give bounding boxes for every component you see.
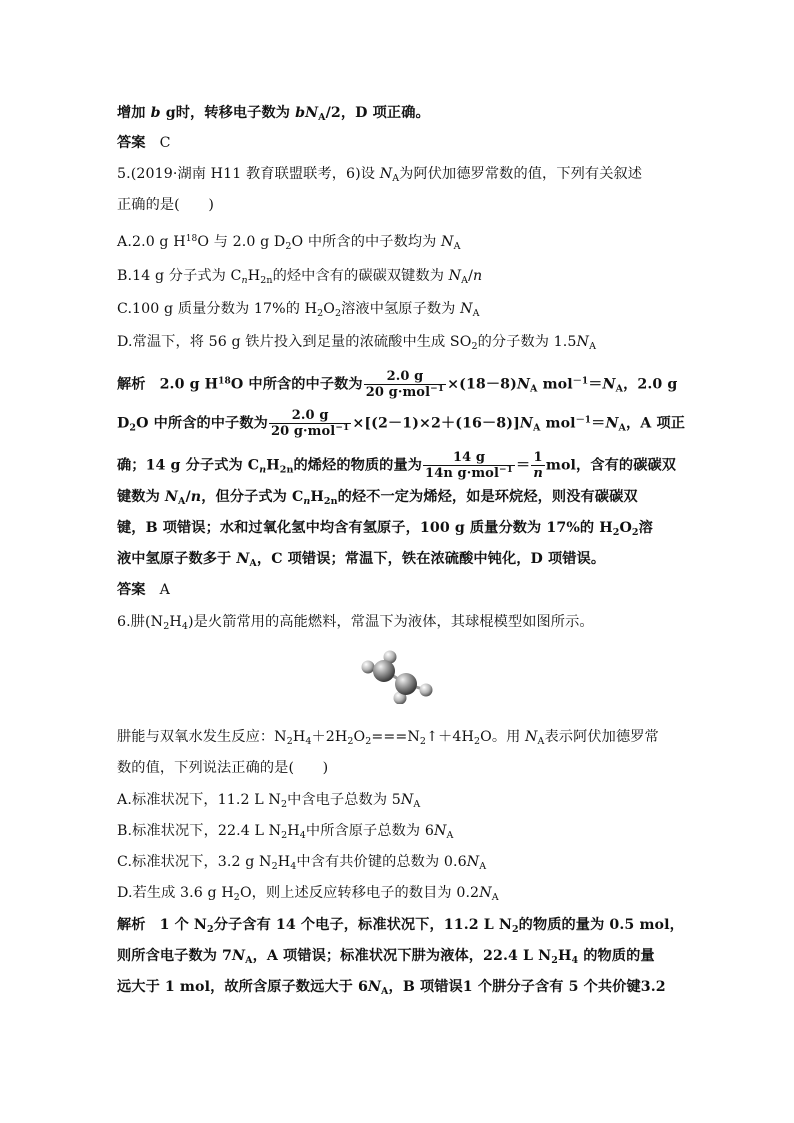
solution-5-line-4: 键数为 $N_A/n$，但分子式为 $C_nH_{2n}$的烃不一定为烯烃，如是环烷烃，则没有碳碳双 [117, 489, 638, 507]
fraction: $\frac{1}{n}$ [533, 450, 543, 481]
option-5b: B.14 g 分子式为 $C_nH_{2n}$的烃中含有的碳碳双键数为 $N_A/n$ [117, 268, 483, 286]
question-5-stem: 5.(2019·湖南 H11 教育联盟联考，6)设 $N_A$为阿伏加德罗常数的值，下列有关叙述 [117, 166, 643, 184]
hydrazine-ball-and-stick-model [358, 648, 438, 704]
fraction: $\frac{2.0 g}{20 g\cdot mol^{-1}}$ [365, 369, 445, 400]
solution-6-line-3: 远大于 1 mol，故所含原子数远大于 $6N_A$，B 项错误1 个肼分子含有 5 个共价键3.2 [117, 979, 666, 997]
solution-5-line-5: 键，B 项错误；水和过氧化氢中均含有氢原子，100 g 质量分数为 17%的 $H_2O_2$溶 [117, 520, 653, 538]
solution-5-line-3: 确；14 g 分子式为 $C_nH_{2n}$的烯烃的物质的量为 $\frac{14 g}{14n g\cdot mol^{-1}}$ ＝ $\frac{1}{n}$ mol，含有的碳碳双 [117, 450, 677, 481]
question-6-stem: 6.肼$(N_2H_4)$是火箭常用的高能燃料，常温下为液体，其球棍模型如图所示。 [117, 614, 594, 632]
question-6-stem-cont: 数的值，下列说法正确的是( ) [117, 760, 329, 776]
solution-5-line-2: $D_2O$ 中所含的中子数为 $\frac{2.0 g}{20 g\cdot mol^{-1}}$ $\times[(2-1)\times 2+(16-8)]N_A$ $mol^{-1}=N_A$，A 项正 [117, 408, 686, 439]
answer-line: 答案 C [117, 135, 171, 151]
solution-5-line-6: 液中氢原子数多于 $N_A$，C 项错误；常温下，铁在浓硫酸中钝化，D 项错误。 [117, 551, 606, 569]
answer-line: 答案 A [117, 582, 170, 598]
nitrogen-atom [395, 673, 417, 695]
fraction: $\frac{14 g}{14n g\cdot mol^{-1}}$ [425, 450, 514, 481]
nitrogen-atom [373, 660, 395, 682]
option-5a: A.2.0 g $H^{18}O$ 与 2.0 g $D_2O$ 中所含的中子数均为 $N_A$ [117, 234, 461, 252]
text-line: 增加 b g时，转移电子数为 $bN_A/2$，D 项正确。 [117, 105, 430, 123]
solution-6-line-1: 解析 1 个 $N_2$分子含有 14 个电子，标准状况下，11.2 L $N_2$的物质的量为 0.5 mol， [117, 917, 684, 935]
question-6-reaction: 肼能与双氧水发生反应：$N_2H_4+2H_2O_2===N_2↑+4H_2O$。用 $N_A$表示阿伏加德罗常 [117, 729, 659, 747]
hydrogen-atom [420, 684, 433, 697]
solution-5-line-1: 解析 2.0 g $H^{18}O$ 中所含的中子数为 $\frac{2.0 g}{20 g\cdot mol^{-1}}$ $\times(18-8)N_A$ $mol^{-1}=N_A$，2.0 g [117, 369, 678, 400]
option-6d: D.若生成 3.6 g $H_2O$，则上述反应转移电子的数目为 $0.2N_A$ [117, 885, 499, 903]
option-5d: D.常温下，将 56 g 铁片投入到足量的浓硫酸中生成 $SO_2$的分子数为 $1.5N_A$ [117, 334, 597, 352]
hydrogen-atom [362, 661, 375, 674]
option-6b: B.标准状况下，22.4 L $N_2H_4$中所含原子总数为 $6N_A$ [117, 823, 454, 841]
question-5-stem-cont: 正确的是( ) [117, 197, 214, 213]
option-6a: A.标准状况下，11.2 L $N_2$中含电子总数为 $5N_A$ [117, 792, 421, 810]
solution-6-line-2: 则所含电子数为 $7N_A$，A 项错误；标准状况下肼为液体，22.4 L $N_2H_4$ 的物质的量 [117, 948, 655, 966]
fraction: $\frac{2.0 g}{20 g\cdot mol^{-1}}$ [270, 408, 350, 439]
option-6c: C.标准状况下，3.2 g $N_2H_4$中含有共价键的总数为 $0.6N_A$ [117, 854, 487, 872]
option-5c: C.100 g 质量分数为 17%的 $H_2O_2$溶液中氢原子数为 $N_A$ [117, 301, 480, 319]
